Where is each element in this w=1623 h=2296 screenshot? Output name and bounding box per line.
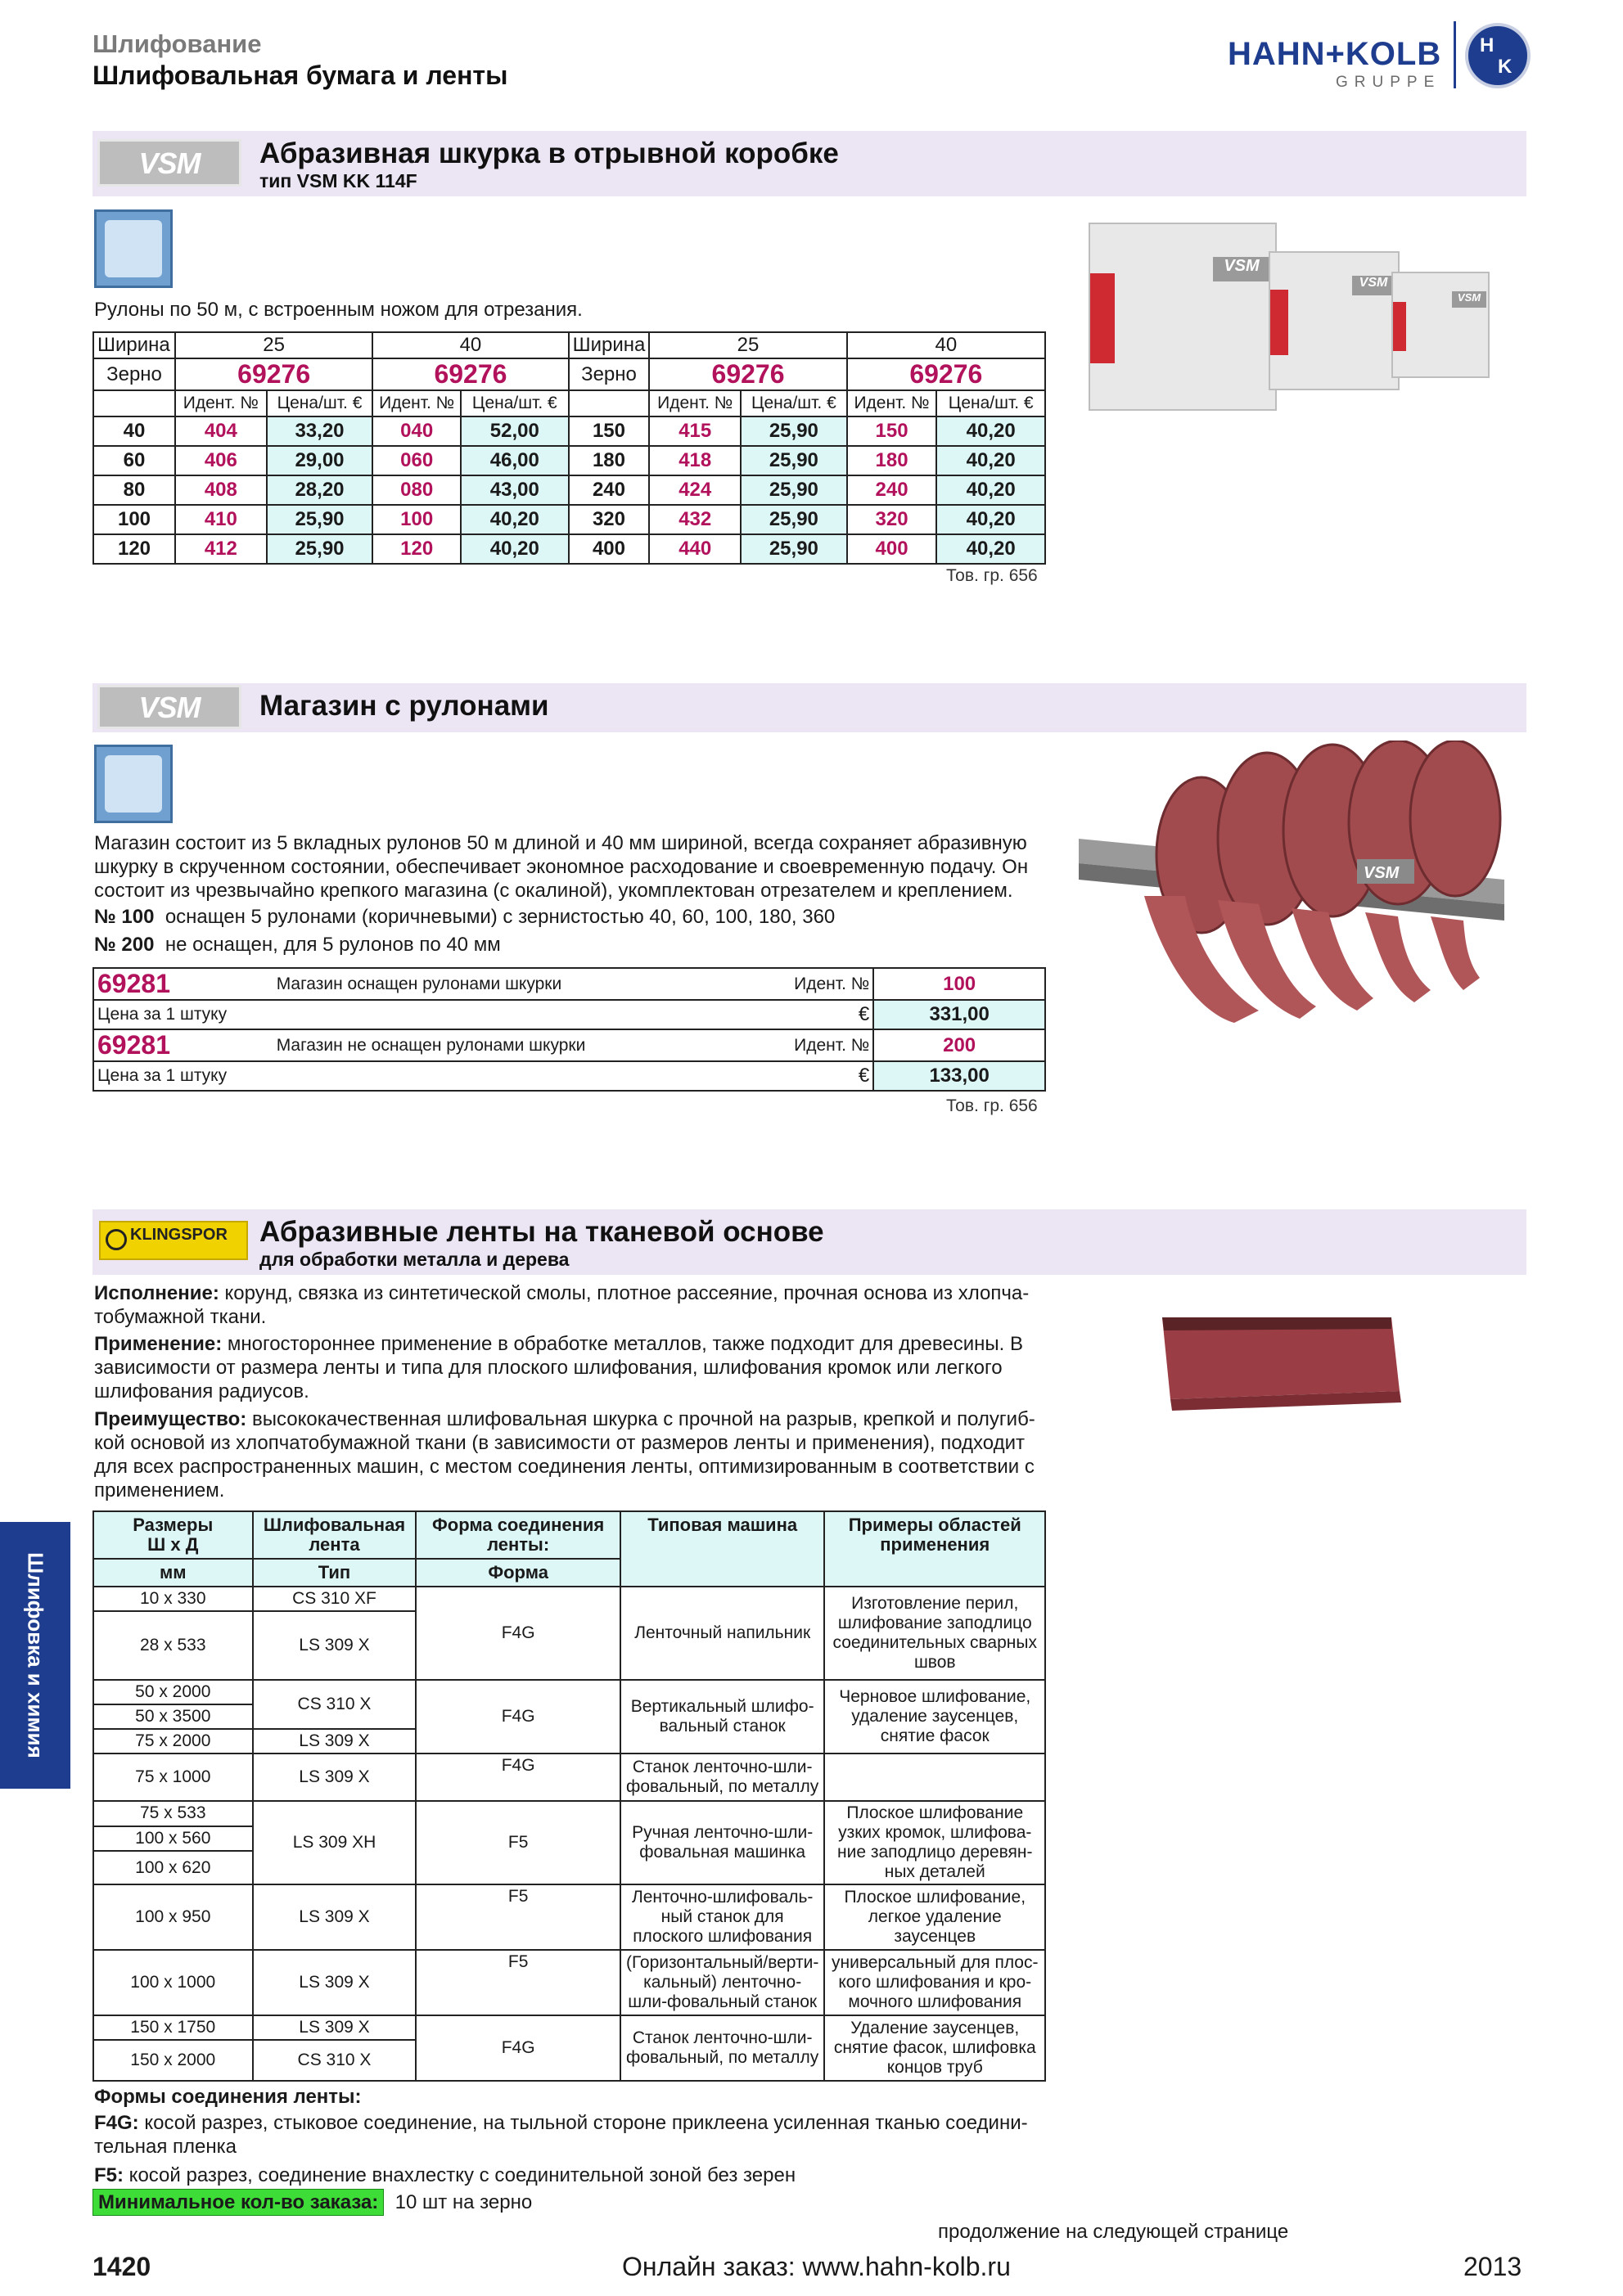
klingspor-brand-logo: KLINGSPOR <box>99 1221 248 1260</box>
klingspor-emblem-icon <box>106 1229 127 1250</box>
table-row: 50 x 3500 <box>93 1704 1045 1729</box>
ident-number: 200 <box>873 1029 1045 1061</box>
section3-belt-table <box>92 1510 1046 2082</box>
section2-header <box>92 683 1526 732</box>
joint-forms-title: Формы соединения ленты: <box>94 2086 362 2108</box>
header-belt-type-unit: Тип <box>253 1559 417 1587</box>
svg-text:VSM: VSM <box>1364 864 1400 882</box>
side-tab-grinding-chemicals[interactable] <box>0 1522 70 1789</box>
hahn-kolb-logo <box>1228 20 1532 93</box>
article-number: 69276 <box>649 358 846 390</box>
section3-header <box>92 1209 1526 1275</box>
width-40: 40 <box>372 332 568 358</box>
application-hand-icon <box>94 209 173 288</box>
section3-application: Применение: многостороннее применение в обработке металлов, также подходит для древесины. В зависимости от размера ленты и типа для плоского шлифования, шлифования кромок или легкого шлифования радиусов. <box>94 1333 1023 1402</box>
table-row: 75 x 2000 LS 309 X <box>93 1729 1045 1754</box>
header-belt-type: Шлифовальная лента <box>253 1511 417 1559</box>
table-row: 60 406 29,00 060 46,00 180 418 25,90 180 40,20 <box>93 446 1045 475</box>
section1-title: Абразивная шкурка в отрывной коробке <box>259 137 839 169</box>
price-label: Цена за 1 штуку <box>93 1000 715 1029</box>
item-description: Магазин оснащен рулонами шкурки <box>273 968 715 1000</box>
minimum-order <box>92 2191 532 2214</box>
abrasive-belt-image <box>1146 1301 1416 1424</box>
table-row: 150 x 1750 LS 309 X F4G Станок ленточно-шли-фовальный, по металлу Удаление заусенцев, снятие фасок, шлифовка концов труб <box>93 2015 1045 2040</box>
header-applications: Примеры областей применения <box>824 1511 1045 1587</box>
application-hand-icon <box>94 745 173 823</box>
ident-label: Идент. № <box>175 390 267 416</box>
table-row: 10 x 330 CS 310 XF F4G Ленточный напильник Изготовление перил, шлифование заподлицо соединительных сварных швов <box>93 1587 1045 1611</box>
variant-100: № 100 оснащен 5 рулонами (коричневыми) с зернистостью 40, 60, 100, 180, 360 <box>94 906 836 928</box>
article-number: 69281 <box>93 1029 273 1061</box>
table-row <box>93 1061 1045 1091</box>
header-sizes: Размеры Ш х Д <box>93 1511 253 1559</box>
width-label: Ширина <box>93 332 175 358</box>
table-row: 40 404 33,20 040 52,00 150 415 25,90 150 40,20 <box>93 416 1045 446</box>
table-row <box>93 1000 1045 1029</box>
price: 331,00 <box>873 1000 1045 1029</box>
width-25: 25 <box>649 332 846 358</box>
product-group-label: Тов. гр. 656 <box>946 566 1038 585</box>
section1-header <box>92 131 1526 196</box>
logo-emblem-icon <box>1465 23 1531 88</box>
ident-label: Идент. № <box>715 968 874 1000</box>
price: 133,00 <box>873 1061 1045 1091</box>
price-label: Цена за 1 штуку <box>93 1061 715 1091</box>
grain-label: Зерно <box>93 358 175 390</box>
width-25: 25 <box>175 332 372 358</box>
item-description: Магазин не оснащен рулонами шкурки <box>273 1029 715 1061</box>
price-label: Цена/шт. € <box>741 390 847 416</box>
min-order-value: 10 шт на зерно <box>394 2191 533 2213</box>
currency: € <box>715 1061 874 1091</box>
page-category: Шлифование <box>92 29 262 58</box>
header-sizes-unit: мм <box>93 1559 253 1587</box>
section2-price-table <box>92 967 1046 1092</box>
header-joint-form-unit: Форма <box>416 1559 620 1587</box>
table-row: 50 x 2000 CS 310 X F4G Вертикальный шлифо-вальный станок Черновое шлифование, удаление заусенцев, снятие фасок <box>93 1680 1045 1704</box>
article-number: 69281 <box>93 968 273 1000</box>
section1-price-table <box>92 331 1046 565</box>
page-number: 1420 <box>92 2252 151 2281</box>
table-row: 75 x 1000 LS 309 X F4G Станок ленточно-шли-фовальный, по металлу <box>93 1754 1045 1801</box>
article-number: 69276 <box>847 358 1045 390</box>
online-order-link[interactable]: Онлайн заказ: www.hahn-kolb.ru <box>622 2252 1011 2281</box>
min-order-badge: Минимальное кол-во заказа: <box>92 2189 384 2216</box>
logo-subtext: GRUPPE <box>1336 74 1441 91</box>
roll-magazine-image <box>1062 741 1521 1035</box>
table-row: 28 x 533 LS 309 X <box>93 1611 1045 1680</box>
logo-letter-h: H <box>1480 34 1495 56</box>
table-row: 100 410 25,90 100 40,20 320 432 25,90 320 40,20 <box>93 505 1045 534</box>
section3-title: Абразивные ленты на тканевой основе <box>259 1216 824 1248</box>
section3-subtitle: для обработки металла и дерева <box>259 1249 570 1270</box>
continued-note: продолжение на следующей странице <box>938 2221 1289 2243</box>
ident-label: Идент. № <box>649 390 741 416</box>
ident-label: Идент. № <box>715 1029 874 1061</box>
table-row: 100 x 560 <box>93 1826 1045 1852</box>
header-joint-form: Форма соединения ленты: <box>416 1511 620 1559</box>
table-row <box>93 968 1045 1000</box>
abrasive-roll-box-image: VSM VSM VSM <box>1089 214 1490 419</box>
table-row: 100 x 1000 LS 309 X F5 (Горизонтальный/верти-кальный) ленточно-шли-фовальный станок универсальный для плос-кого шлифования и кро-мочного шлифования <box>93 1950 1045 2015</box>
section3-advantage: Преимущество: высококачественная шлифовальная шкурка с прочной на разрыв, крепкой и полугиб- кой основой из хлопчатобумажной ткани (в зависимости от размеров ленты и применения), подходит для всех распространенных машин, с местом соединения ленты, оптимизированным в соответствии с применением. <box>94 1408 1035 1501</box>
vsm-brand-logo: VSM <box>97 685 241 729</box>
side-tab-label: Шлифовка и химия <box>23 1552 48 1758</box>
vsm-brand-logo: VSM <box>97 139 241 187</box>
variant-200: № 200 не оснащен, для 5 рулонов по 40 мм <box>94 934 501 956</box>
product-group-label: Тов. гр. 656 <box>946 1096 1038 1115</box>
table-row: 75 x 533 LS 309 XH F5 Ручная ленточно-шли-фовальная машинка Плоское шлифование узких кромок, шлифова-ние заподлицо деревян-ных деталей <box>93 1801 1045 1826</box>
section1-subtitle: тип VSM KK 114F <box>259 170 417 191</box>
section1-description: Рулоны по 50 м, с встроенным ножом для отрезания. <box>94 299 583 321</box>
logo-divider <box>1454 21 1456 88</box>
price-label: Цена/шт. € <box>461 390 569 416</box>
joint-form-f4g: F4G: косой разрез, стыковое соединение, на тыльной стороне приклеена усиленная тканью соедини- тельная пленка <box>94 2112 1028 2158</box>
table-row <box>93 1029 1045 1061</box>
table-row: 120 412 25,90 120 40,20 400 440 25,90 400 40,20 <box>93 534 1045 564</box>
section2-title: Магазин с рулонами <box>259 690 549 722</box>
logo-text: HAHN+KOLB <box>1228 36 1442 72</box>
header-machine: Типовая машина <box>620 1511 825 1587</box>
ident-label: Идент. № <box>372 390 461 416</box>
ident-number: 100 <box>873 968 1045 1000</box>
article-number: 69276 <box>372 358 568 390</box>
section2-description: Магазин состоит из 5 вкладных рулонов 50 м длиной и 40 мм шириной, всегда сохраняет абразивную шкурку в скрученном состоянии, обеспечивает экономное расходование и своевременную подачу. Он состоит из чрезвычайно крепкого магазина (с окалиной), укомплектован отрезателем и креплением. <box>94 832 1029 902</box>
width-label: Ширина <box>569 332 650 358</box>
catalog-year: 2013 <box>1463 2252 1522 2281</box>
width-40: 40 <box>847 332 1045 358</box>
table-row: 80 408 28,20 080 43,00 240 424 25,90 240 40,20 <box>93 475 1045 505</box>
table-row: 150 x 2000 CS 310 X <box>93 2040 1045 2081</box>
joint-form-f5: F5: косой разрез, соединение внахлестку с соединительной зоной без зерен <box>94 2164 796 2186</box>
price-label: Цена/шт. € <box>267 390 373 416</box>
currency: € <box>715 1000 874 1029</box>
page-title: Шлифовальная бумага и ленты <box>92 61 508 90</box>
table-row: 100 x 620 <box>93 1851 1045 1884</box>
grain-label: Зерно <box>569 358 650 390</box>
article-number: 69276 <box>175 358 372 390</box>
table-row: 100 x 950 LS 309 X F5 Ленточно-шлифоваль-ный станок для плоского шлифования Плоское шлифование, легкое удаление заусенцев <box>93 1884 1045 1950</box>
ident-label: Идент. № <box>847 390 937 416</box>
logo-letter-k: K <box>1498 56 1513 78</box>
price-label: Цена/шт. € <box>936 390 1045 416</box>
section3-execution: Исполнение: корунд, связка из синтетической смолы, плотное рассеяние, прочная основа из хлопча- тобумажной ткани. <box>94 1282 1030 1328</box>
